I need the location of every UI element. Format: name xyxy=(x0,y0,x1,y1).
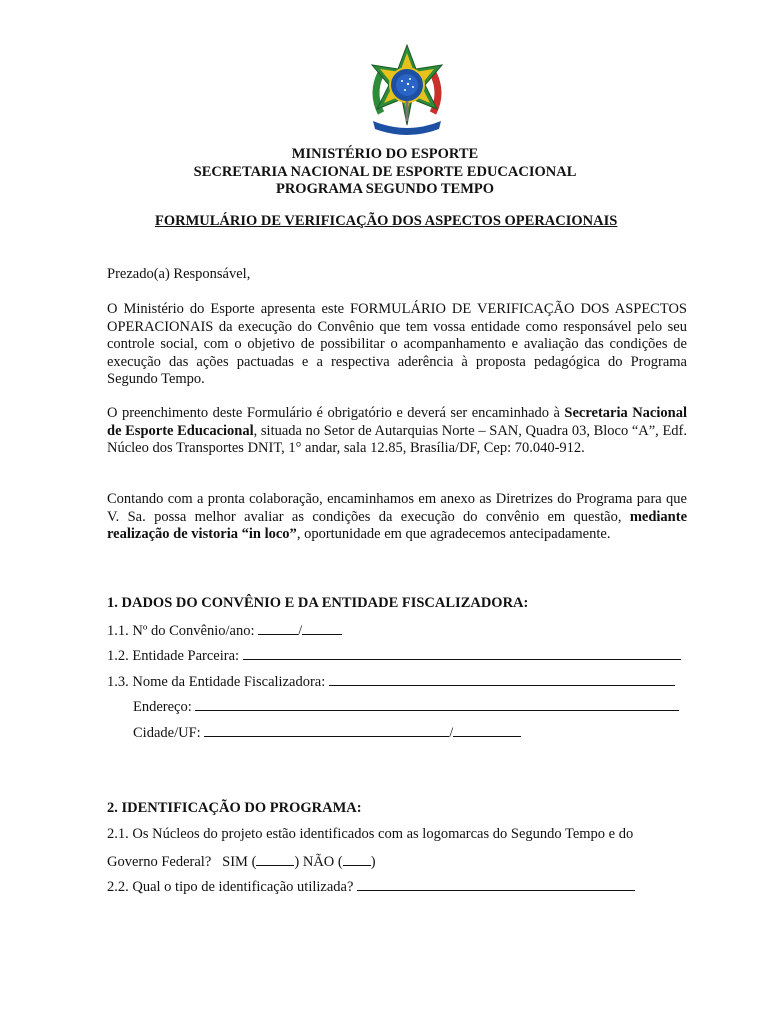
cidade-field[interactable] xyxy=(204,723,449,737)
greeting: Prezado(a) Responsável, xyxy=(107,266,251,282)
endereco-field[interactable] xyxy=(195,697,679,711)
intro-paragraph-2: O preenchimento deste Formulário é obrigatório e deverá ser encaminhado à Secretaria Nacional de Esporte Educacional, situada no Setor de Autarquias Norte – SAN, Quadra 03, Bloco “A”, Edf. Núcleo dos Transportes DNIT, 1° andar, sala 12.85, Brasília/DF, Cep: 70.040-912. xyxy=(107,405,688,456)
item-2-1-question: Governo Federal? SIM ( ) NÃO ( ) xyxy=(107,854,376,870)
cidade-line: Cidade/UF: / xyxy=(133,723,521,742)
entidade-fiscalizadora-field[interactable] xyxy=(329,672,675,686)
endereco-line: Endereço: xyxy=(133,697,679,716)
sim-checkbox[interactable] xyxy=(256,852,294,866)
form-title: FORMULÁRIO DE VERIFICAÇÃO DOS ASPECTOS OPERACIONAIS xyxy=(155,213,618,229)
program-heading: PROGRAMA SEGUNDO TEMPO xyxy=(275,181,495,197)
item-2-1: 2.1. Os Núcleos do projeto estão identificados com as logomarcas do Segundo Tempo e do xyxy=(107,826,634,842)
intro-paragraph-1: O Ministério do Esporte apresenta este FORMULÁRIO DE VERIFICAÇÃO DOS ASPECTOS OPERACIONAIS da execução do Convênio que tem vossa entidade como responsável pelo seu controle social, com o objetivo de possibilitar o acompanhamento e avaliação das condições de execução das ações pactuadas e a respectiva aderência à proposta pedagógica do Programa Segundo Tempo. xyxy=(107,301,687,387)
entidade-parceira-field[interactable] xyxy=(243,646,681,660)
secretariat-heading: SECRETARIA NACIONAL DE ESPORTE EDUCACIONAL xyxy=(193,164,577,180)
item-1-1: 1.1. Nº do Convênio/ano: / xyxy=(107,621,342,640)
nao-checkbox[interactable] xyxy=(343,852,371,866)
identificacao-field[interactable] xyxy=(357,877,635,891)
ministry-heading: MINISTÉRIO DO ESPORTE xyxy=(291,146,479,162)
item-1-2: 1.2. Entidade Parceira: xyxy=(107,646,681,665)
intro-paragraph-3: Contando com a pronta colaboração, encaminhamos em anexo as Diretrizes do Programa para que V. Sa. possa melhor avaliar as condições da execução do convênio em questão, mediante realização de vistoria “in loco”, oportunidade em que agradecemos antecipadamente. xyxy=(107,491,687,542)
convenio-year-field[interactable] xyxy=(302,621,342,635)
section-2-title: 2. IDENTIFICAÇÃO DO PROGRAMA: xyxy=(107,800,362,816)
section-1-title: 1. DADOS DO CONVÊNIO E DA ENTIDADE FISCALIZADORA: xyxy=(107,595,529,611)
uf-field[interactable] xyxy=(453,723,521,737)
coat-of-arms-icon xyxy=(367,43,447,137)
convenio-number-field[interactable] xyxy=(258,621,298,635)
item-2-2: 2.2. Qual o tipo de identificação utilizada? xyxy=(107,877,635,896)
item-1-3: 1.3. Nome da Entidade Fiscalizadora: xyxy=(107,672,675,691)
